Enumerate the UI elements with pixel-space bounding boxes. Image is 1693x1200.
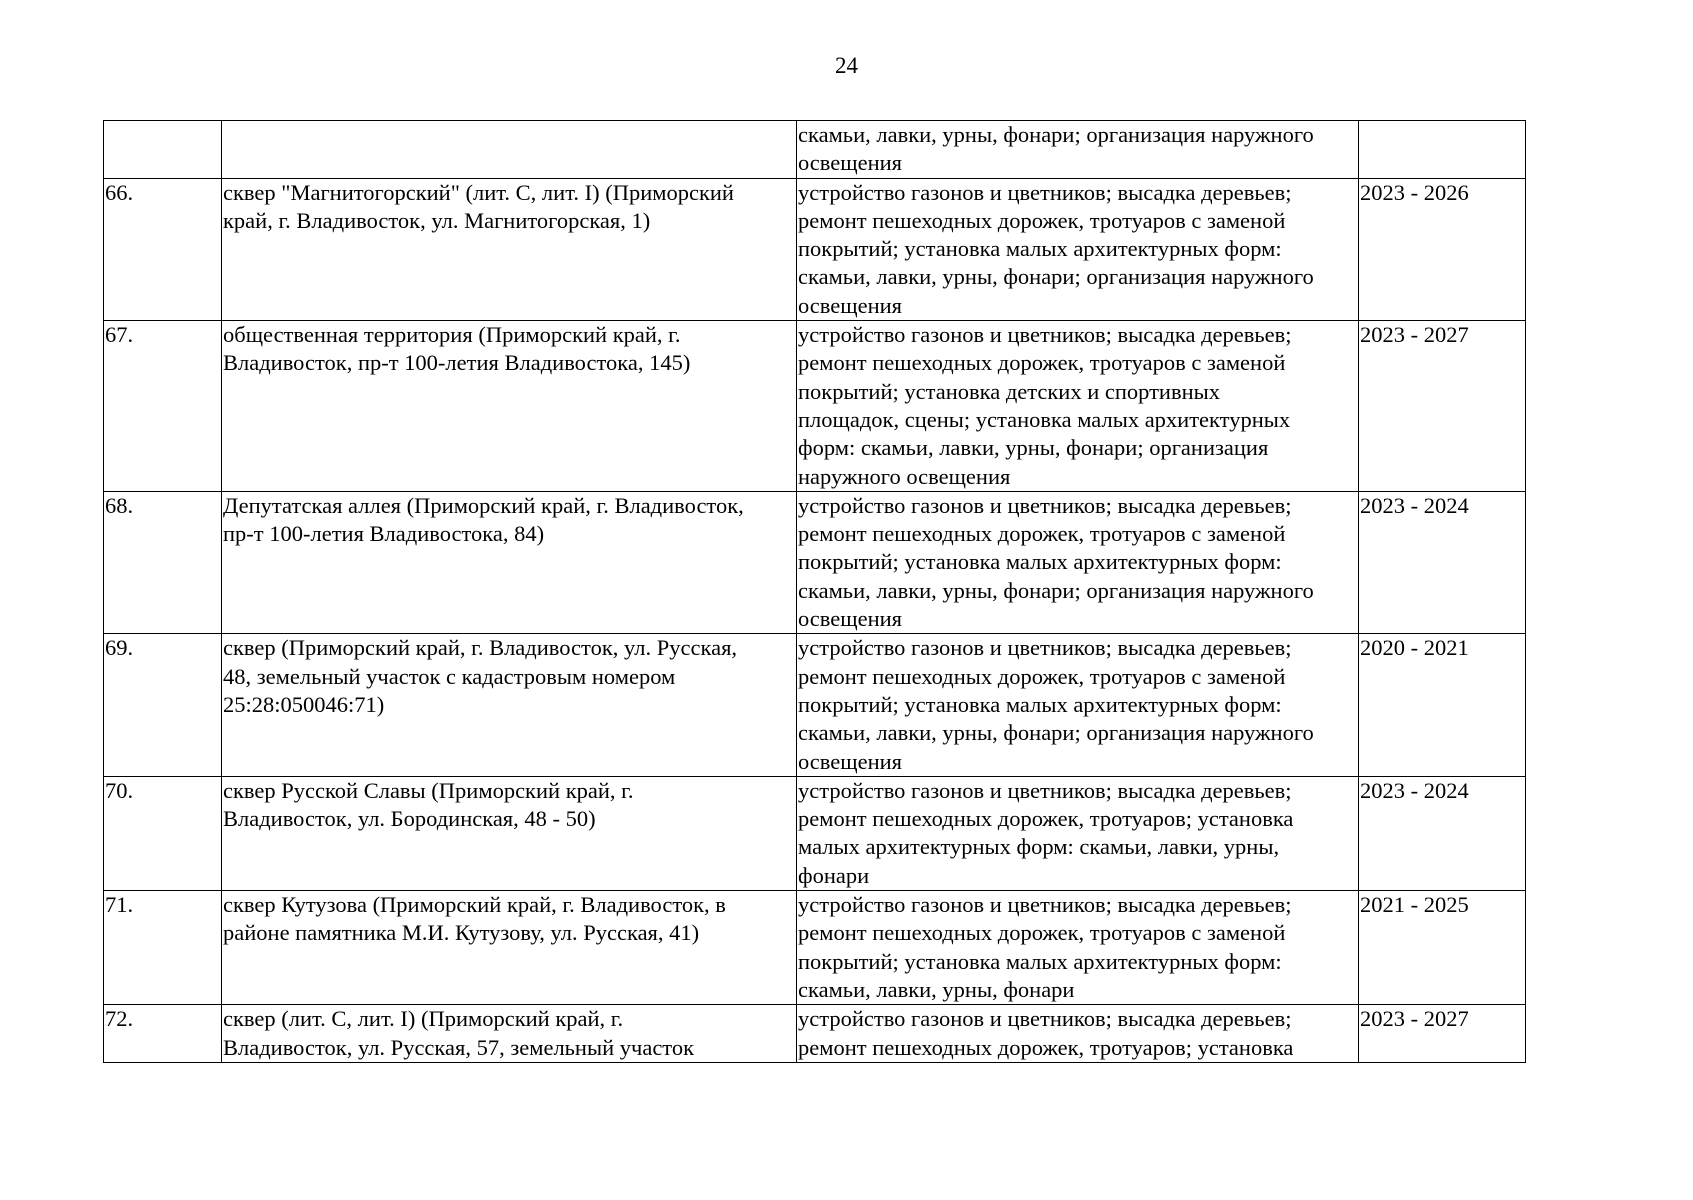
period-cell: 2023 - 2027 bbox=[1359, 1005, 1526, 1063]
territory-name-line: сквер (Приморский край, г. Владивосток, ул. Русская, bbox=[223, 635, 738, 661]
works-description-cell bbox=[797, 634, 1359, 776]
territory-name-line: Владивосток, пр-т 100-летия Владивостока, 145) bbox=[223, 350, 691, 376]
territory-name-line: Владивосток, ул. Бородинская, 48 - 50) bbox=[223, 806, 596, 832]
territory-name-line: сквер Русской Славы (Приморский край, г. bbox=[223, 777, 634, 803]
period-cell bbox=[1359, 121, 1526, 179]
works-description-line: малых архитектурных форм: скамьи, лавки, урны, bbox=[798, 834, 1280, 860]
works-description-line: устройство газонов и цветников; высадка деревьев; bbox=[798, 322, 1292, 348]
territory-name-line: Владивосток, ул. Русская, 57, земельный участок bbox=[223, 1034, 695, 1060]
works-description-line: покрытий; установка детских и спортивных bbox=[798, 378, 1221, 404]
table-body bbox=[104, 121, 1526, 1063]
works-description-line: форм: скамьи, лавки, урны, фонари; организация bbox=[798, 435, 1269, 461]
territory-name-cell bbox=[222, 121, 797, 179]
row-number-cell: 66. bbox=[104, 178, 222, 320]
works-description-line: ремонт пешеходных дорожек, тротуаров с заменой bbox=[798, 207, 1286, 233]
works-description-line: покрытий; установка малых архитектурных форм: bbox=[798, 691, 1282, 717]
works-description-line: покрытий; установка малых архитектурных форм: bbox=[798, 236, 1282, 262]
works-description-line: фонари bbox=[798, 862, 870, 888]
works-description-line: устройство газонов и цветников; высадка деревьев; bbox=[798, 492, 1292, 518]
territory-name-line: сквер "Магнитогорский" (лит. С, лит. I) (Приморский bbox=[223, 179, 734, 205]
works-description-line: устройство газонов и цветников; высадка деревьев; bbox=[798, 179, 1292, 205]
territory-name-line: край, г. Владивосток, ул. Магнитогорская, 1) bbox=[223, 207, 651, 233]
works-description-line: скамьи, лавки, урны, фонари bbox=[798, 976, 1075, 1002]
works-description-line: скамьи, лавки, урны, фонари; организация наружного bbox=[798, 577, 1314, 603]
territory-name-cell bbox=[222, 891, 797, 1005]
works-description-cell bbox=[797, 1005, 1359, 1063]
territory-name-line: 25:28:050046:71) bbox=[223, 691, 385, 717]
period-cell: 2023 - 2027 bbox=[1359, 321, 1526, 492]
row-number-cell: 67. bbox=[104, 321, 222, 492]
territory-name-line: сквер Кутузова (Приморский край, г. Владивосток, в bbox=[223, 892, 726, 918]
row-number-cell: 70. bbox=[104, 776, 222, 890]
table-row bbox=[104, 178, 1526, 320]
territory-name-line: 48, земельный участок с кадастровым номером bbox=[223, 663, 676, 689]
works-description-line: ремонт пешеходных дорожек, тротуаров с заменой bbox=[798, 663, 1286, 689]
period-cell: 2023 - 2024 bbox=[1359, 491, 1526, 633]
works-description-line: освещения bbox=[798, 748, 903, 774]
territory-name-cell bbox=[222, 491, 797, 633]
row-number-cell: 68. bbox=[104, 491, 222, 633]
works-description-line: устройство газонов и цветников; высадка деревьев; bbox=[798, 777, 1292, 803]
page-number: 24 bbox=[835, 53, 858, 78]
works-description-line: ремонт пешеходных дорожек, тротуаров с заменой bbox=[798, 920, 1286, 946]
territory-name-cell bbox=[222, 634, 797, 776]
period-cell: 2020 - 2021 bbox=[1359, 634, 1526, 776]
works-description-line: ремонт пешеходных дорожек, тротуаров; установка bbox=[798, 1034, 1294, 1060]
improvement-table bbox=[103, 120, 1526, 1063]
table-row bbox=[104, 776, 1526, 890]
table-row bbox=[104, 634, 1526, 776]
row-number-cell: 69. bbox=[104, 634, 222, 776]
table-row bbox=[104, 1005, 1526, 1063]
territory-name-cell bbox=[222, 321, 797, 492]
works-description-cell bbox=[797, 321, 1359, 492]
period-cell: 2023 - 2024 bbox=[1359, 776, 1526, 890]
works-description-line: скамьи, лавки, урны, фонари; организация наружного bbox=[798, 122, 1314, 147]
works-description-line: освещения bbox=[798, 292, 903, 318]
territory-name-line: пр-т 100-летия Владивостока, 84) bbox=[223, 521, 545, 547]
territory-name-line: районе памятника М.И. Кутузову, ул. Русская, 41) bbox=[223, 920, 700, 946]
works-description-cell bbox=[797, 178, 1359, 320]
works-description-line: покрытий; установка малых архитектурных форм: bbox=[798, 948, 1282, 974]
works-description-line: скамьи, лавки, урны, фонари; организация наружного bbox=[798, 720, 1314, 746]
works-description-line: ремонт пешеходных дорожек, тротуаров с заменой bbox=[798, 350, 1286, 376]
territory-name-line: сквер (лит. С, лит. I) (Приморский край, г. bbox=[223, 1006, 624, 1032]
works-description-cell bbox=[797, 776, 1359, 890]
works-description-line: площадок, сцены; установка малых архитектурных bbox=[798, 406, 1291, 432]
table-row bbox=[104, 891, 1526, 1005]
table-row bbox=[104, 491, 1526, 633]
works-description-line: устройство газонов и цветников; высадка деревьев; bbox=[798, 635, 1292, 661]
territory-name-cell bbox=[222, 178, 797, 320]
works-description-line: освещения bbox=[798, 150, 903, 176]
works-description-line: ремонт пешеходных дорожек, тротуаров с заменой bbox=[798, 521, 1286, 547]
works-description-line: устройство газонов и цветников; высадка деревьев; bbox=[798, 1006, 1292, 1032]
table-row bbox=[104, 121, 1526, 179]
territory-name-cell bbox=[222, 1005, 797, 1063]
period-cell: 2021 - 2025 bbox=[1359, 891, 1526, 1005]
period-cell: 2023 - 2026 bbox=[1359, 178, 1526, 320]
row-number-cell bbox=[104, 121, 222, 179]
territory-name-line: Депутатская аллея (Приморский край, г. Владивосток, bbox=[223, 492, 744, 518]
works-description-line: устройство газонов и цветников; высадка деревьев; bbox=[798, 892, 1292, 918]
works-description-cell bbox=[797, 891, 1359, 1005]
works-description-line: скамьи, лавки, урны, фонари; организация наружного bbox=[798, 264, 1314, 290]
works-description-cell bbox=[797, 121, 1359, 179]
works-description-line: освещения bbox=[798, 606, 903, 632]
territory-name-line: общественная территория (Приморский край, г. bbox=[223, 322, 681, 348]
table-row bbox=[104, 321, 1526, 492]
row-number-cell: 72. bbox=[104, 1005, 222, 1063]
row-number-cell: 71. bbox=[104, 891, 222, 1005]
territory-name-cell bbox=[222, 776, 797, 890]
works-description-line: наружного освещения bbox=[798, 463, 1011, 489]
works-description-line: покрытий; установка малых архитектурных форм: bbox=[798, 549, 1282, 575]
works-description-cell bbox=[797, 491, 1359, 633]
works-description-line: ремонт пешеходных дорожек, тротуаров; установка bbox=[798, 806, 1294, 832]
